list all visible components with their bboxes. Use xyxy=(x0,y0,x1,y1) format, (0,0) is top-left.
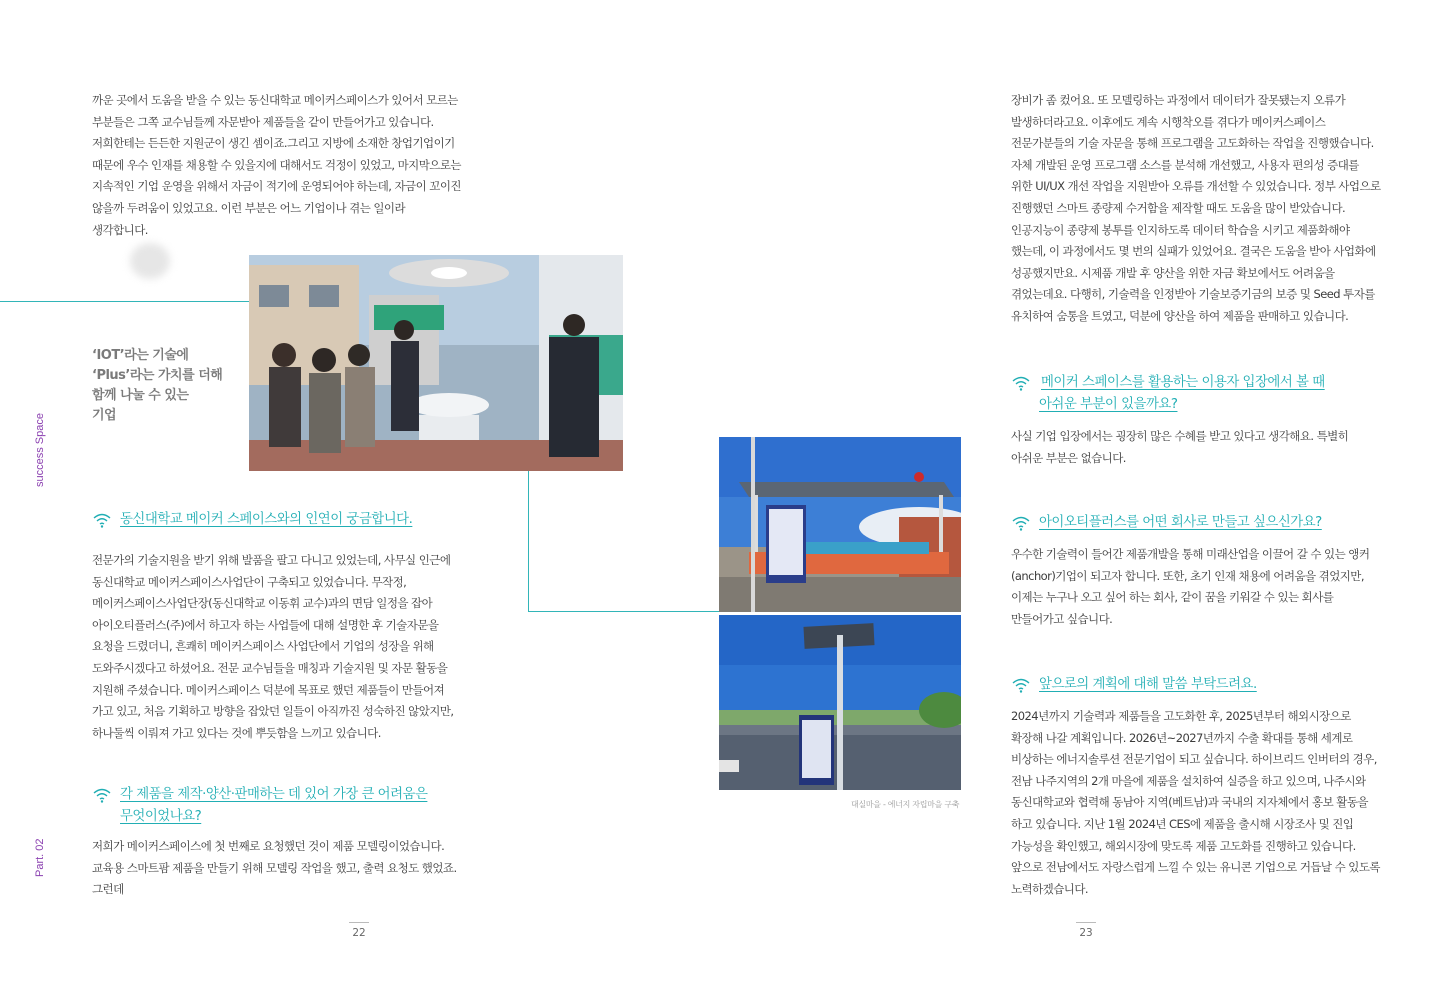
question-2 xyxy=(92,784,427,828)
wifi-icon xyxy=(1011,515,1031,531)
question-3 xyxy=(1011,372,1325,416)
photo-caption: 대실마을 - 에너지 자립마을 구축 xyxy=(851,800,960,809)
pull-quote-line: ‘IOT’라는 기술에 xyxy=(92,348,189,363)
decor-blur-dot xyxy=(130,243,170,279)
answer-3-paragraph: 사실 기업 입장에서는 굉장히 많은 수혜를 받고 있다고 생각해요. 특별히 아쉬운 부분은 없습니다. xyxy=(1011,429,1349,465)
question-text: 아쉬운 부분이 있을까요? xyxy=(1039,397,1178,412)
question-text: 동신대학교 메이커 스페이스와의 인연이 궁금합니다. xyxy=(120,512,413,527)
answer-4-paragraph: 우수한 기술력이 들어간 제품개발을 통해 미래산업을 이끌어 갈 수 있는 앵커(anchor)기업이 되고자 합니다. 또한, 초기 인재 채용에 어려움을 겪었지만, 이제는 누구나 오고 싶어 하는 회사, 같이 꿈을 키워갈 수 있는 회사를 만들어가고 싶습니다. xyxy=(1011,547,1370,626)
question-5 xyxy=(1011,674,1257,696)
solar-pavilion-photo xyxy=(719,437,961,612)
decor-line-bottom xyxy=(528,611,720,612)
question-text: 아이오티플러스를 어떤 회사로 만들고 싶으신가요? xyxy=(1039,515,1322,530)
page-number-right: 23 xyxy=(1066,922,1106,939)
answer-1-paragraph: 전문가의 기술지원을 받기 위해 발품을 팔고 다니고 있었는데, 사무실 인근에 동신대학교 메이커스페이스사업단이 구축되고 있었습니다. 무작정, 메이커스페이스사업단장(동신대학교 이동휘 교수)과의 면담 일정을 잡아 아이오티플러스(주)에서 하고자 하는 사업들에 대해 설명한 후 기술자문을 요청을 드렸더니, 흔쾌히 메이커스페이스 사업단에서 기업의 성장을 위해 도와주시겠다고 하셨어요. 전문 교수님들을 매칭과 기술지원 및 자문 활동을 지원해 주셨습니다. 메이커스페이스 덕분에 목표로 했던 제품들이 만들어져 가고 있고, 처음 기획하고 방향을 잡았던 일들이 아직까진 성숙하진 않았지만, 하나둘씩 이뤄져 가고 있다는 것에 뿌듯함을 느끼고 있습니다. xyxy=(92,553,454,740)
question-text: 무엇이었나요? xyxy=(120,809,202,824)
wifi-icon xyxy=(92,787,112,803)
right-intro-paragraph: 장비가 좀 컸어요. 또 모델링하는 과정에서 데이터가 잘못됐는지 오류가 발생하더라고요. 이후에도 계속 시행착오를 겪다가 메이커스페이스 전문가분들의 기술 자문을 통해 프로그램을 고도화하는 작업을 진행했습니다. 자체 개발된 운영 프로그램 소스를 분석해 개선했고, 사용자 편의성 증대를 위한 UI/UX 개선 작업을 지원받아 오류를 개선할 수 있었습니다. 정부 사업으로 진행했던 스마트 종량제 수거함을 제작할 때도 도움을 많이 받았습니다. 인공지능이 종량제 봉투를 인지하도록 데이터 학습을 시키고 제품화해야 했는데, 이 과정에서도 몇 번의 실패가 있었어요. 결국은 도움을 받아 사업화에 성공했지만요. 시제품 개발 후 양산을 위한 자금 확보에서도 어려움을 겪었는데요. 다행히, 기술력을 인정받아 기술보증기금의 보증 및 Seed 투자를 유치하여 숨통을 트였고, 덕분에 양산을 하여 제품을 판매하고 있습니다. xyxy=(1011,93,1381,323)
wifi-icon xyxy=(1011,375,1031,391)
decor-line-left xyxy=(0,301,250,302)
question-4 xyxy=(1011,512,1322,534)
pull-quote-line: ‘Plus’라는 가치를 더해 xyxy=(92,368,223,383)
question-text: 앞으로의 계획에 대해 말씀 부탁드려요. xyxy=(1039,677,1257,692)
answer-2-paragraph: 저희가 메이커스페이스에 첫 번째로 요청했던 것이 제품 모델링이었습니다. 교육용 스마트팜 제품을 만들기 위해 모델링 작업을 했고, 출력 요청도 했었죠. 그런데 xyxy=(92,839,457,897)
solar-pole-photo xyxy=(719,615,961,790)
wifi-icon xyxy=(92,512,112,528)
decor-line-drop xyxy=(528,470,529,612)
wifi-icon xyxy=(1011,677,1031,693)
page-number-left: 22 xyxy=(339,922,379,939)
answer-5-paragraph: 2024년까지 기술력과 제품들을 고도화한 후, 2025년부터 해외시장으로 확장해 나갈 계획입니다. 2026년~2027년까지 수출 확대를 통해 세계로 비상하는 에너지솔루션 전문기업이 되고 싶습니다. 하이브리드 인버터의 경우, 전남 나주지역의 2개 마을에 제품을 설치하여 실증을 하고 있으며, 나주시와 동신대학교와 협력해 동남아 지역(베트남)과 국내의 지자체에서 홍보 활동을 하고 있습니다. 지난 1월 2024년 CES에 제품을 출시해 시장조사 및 진입 가능성을 확인했고, 해외시장에 맞도록 제품 고도화를 진행하고 있습니다. 앞으로 전남에서도 자랑스럽게 느낄 수 있는 유니콘 기업으로 거듭날 수 있도록 노력하겠습니다. xyxy=(1011,709,1380,896)
pull-quote-line: 함께 나눌 수 있는 xyxy=(92,388,189,403)
part-label: Part. 02 xyxy=(34,838,46,877)
ceremony-photo xyxy=(249,255,623,471)
pull-quote-line: 기업 xyxy=(92,408,117,423)
section-label: success Space xyxy=(34,413,46,487)
question-1 xyxy=(92,509,412,531)
question-text: 각 제품을 제작·양산·판매하는 데 있어 가장 큰 어려움은 xyxy=(120,787,428,802)
left-intro-paragraph: 까운 곳에서 도움을 받을 수 있는 동신대학교 메이커스페이스가 있어서 모르는 부분들은 그쪽 교수님들께 자문받아 제품들을 같이 만들어가고 있습니다. 저희한테는 든든한 지원군이 생긴 셈이죠.그리고 지방에 소재한 창업기업이기 때문에 우수 인재를 채용할 수 있을지에 대해서도 걱정이 있었고, 마지막으로는 지속적인 기업 운영을 위해서 자금이 적기에 운영되어야 하는데, 자금이 꼬이진 않을까 두려움이 있었고요. 이런 부분은 어느 기업이나 겪는 일이라 생각합니다. xyxy=(92,93,461,237)
question-text: 메이커 스페이스를 활용하는 이용자 입장에서 볼 때 xyxy=(1041,375,1325,390)
